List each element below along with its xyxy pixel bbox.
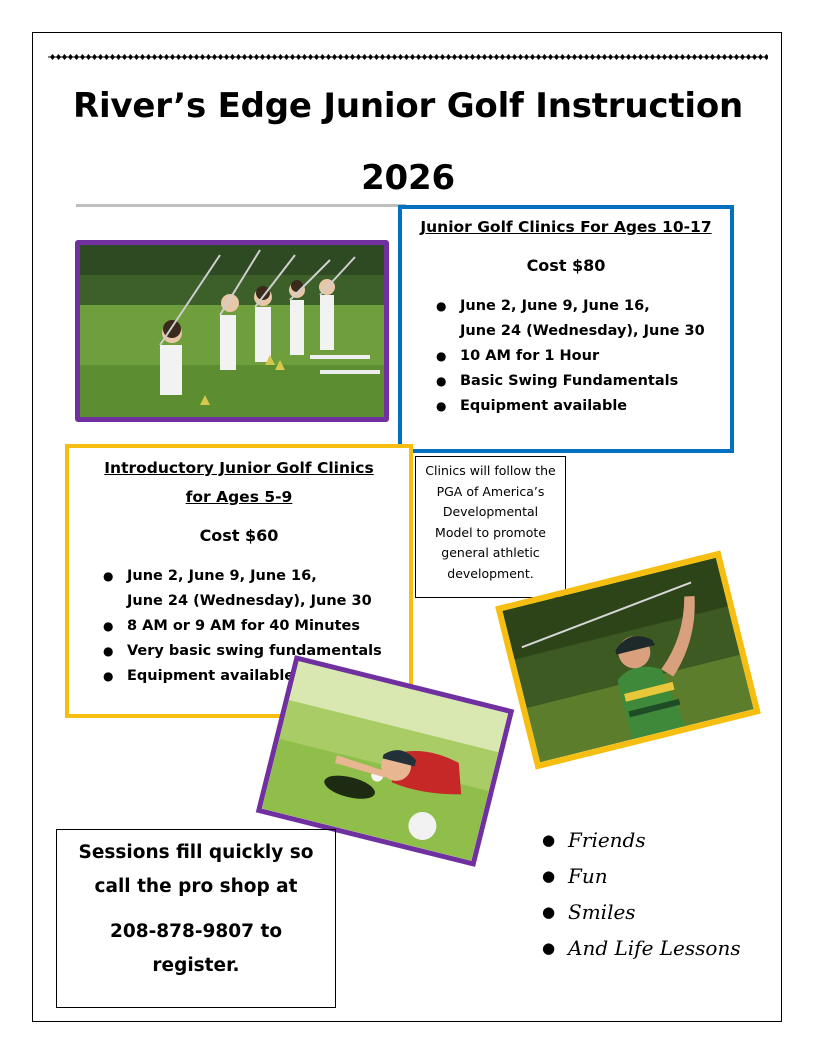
clinic-ages-5-9-heading-line2: for Ages 5-9	[185, 488, 293, 506]
bullet-icon: ●	[103, 569, 114, 583]
dot-rule-diamond	[56, 54, 61, 60]
dot-rule-diamond	[692, 54, 697, 60]
list-item	[103, 614, 409, 639]
bullet-icon: ●	[542, 903, 556, 921]
note-line: Clinics will follow the	[425, 463, 556, 478]
dot-rule-diamond	[176, 54, 181, 60]
dot-rule-diamond	[740, 54, 745, 60]
dot-rule-diamond	[716, 54, 721, 60]
dot-rule-diamond	[536, 54, 541, 60]
list-item-text: 10 AM for 1 Hour	[460, 348, 600, 364]
dot-rule-diamond	[104, 54, 109, 60]
dot-rule-diamond	[344, 54, 349, 60]
list-item	[436, 394, 730, 419]
dot-rule-diamond	[242, 54, 247, 60]
dot-rule-diamond	[86, 54, 91, 60]
bullet-icon: ●	[542, 831, 556, 849]
dot-rule-diamond	[128, 54, 133, 60]
bullet-icon: ●	[436, 399, 447, 413]
dot-rule-diamond	[98, 54, 103, 60]
list-item-text: Friends	[568, 828, 646, 852]
dot-rule-diamond	[542, 54, 547, 60]
dot-rule-diamond	[338, 54, 343, 60]
list-item-text: Fun	[568, 864, 608, 888]
dot-rule-diamond	[668, 54, 673, 60]
dot-rule-diamond	[500, 54, 505, 60]
dot-rule-diamond	[680, 54, 685, 60]
dot-rule-diamond	[656, 54, 661, 60]
dot-rule-diamond	[80, 54, 85, 60]
bullet-icon: ●	[103, 669, 114, 683]
dot-rule-diamond	[332, 54, 337, 60]
bullet-icon: ●	[436, 299, 447, 313]
dot-rule-diamond	[350, 54, 355, 60]
bullet-icon: ●	[436, 349, 447, 363]
list-item	[103, 564, 409, 614]
list-item-text: Very basic swing fundamentals	[127, 643, 382, 659]
dot-rule-diamond	[50, 54, 55, 60]
dot-rule-diamond	[146, 54, 151, 60]
dot-rule-diamond	[68, 54, 73, 60]
dot-rule-diamond	[218, 54, 223, 60]
dot-rule-diamond	[200, 54, 205, 60]
clinic-ages-10-17-list	[436, 294, 730, 419]
dot-rule-diamond	[416, 54, 421, 60]
dot-rule-diamond	[584, 54, 589, 60]
dot-rule-diamond	[452, 54, 457, 60]
callout-line: Sessions fill quickly so	[78, 842, 314, 863]
bullet-icon: ●	[542, 867, 556, 885]
dot-rule-diamond	[248, 54, 253, 60]
list-item-text: Equipment available	[127, 668, 295, 684]
dot-rule-diamond	[386, 54, 391, 60]
list-item-text: 8 AM or 9 AM for 40 Minutes	[127, 618, 360, 634]
dot-rule-diamond	[488, 54, 493, 60]
list-item	[540, 822, 770, 858]
bullet-icon: ●	[542, 939, 556, 957]
note-line: general athletic	[441, 545, 540, 560]
bullet-icon: ●	[436, 374, 447, 388]
dot-rule-diamond	[182, 54, 187, 60]
dot-rule-diamond	[212, 54, 217, 60]
clinic-ages-5-9-heading: Introductory Junior Golf Clinics	[104, 459, 374, 477]
dot-rule-diamond	[158, 54, 163, 60]
dot-rule-diamond	[224, 54, 229, 60]
dot-rule-diamond	[734, 54, 739, 60]
dot-rule-diamond	[590, 54, 595, 60]
dot-rule-diamond	[434, 54, 439, 60]
dot-rule-diamond	[314, 54, 319, 60]
dot-rule-diamond	[698, 54, 703, 60]
dot-rule-diamond	[398, 54, 403, 60]
bullet-icon: ●	[103, 644, 114, 658]
dot-rule-diamond	[194, 54, 199, 60]
dot-rule-diamond	[62, 54, 67, 60]
dot-rule-diamond	[704, 54, 709, 60]
dot-rule-diamond	[260, 54, 265, 60]
dot-rule-diamond	[410, 54, 415, 60]
dot-rule-diamond	[686, 54, 691, 60]
dot-rule-diamond	[464, 54, 469, 60]
dot-rule-diamond	[644, 54, 649, 60]
list-item-text: Smiles	[568, 900, 636, 924]
dot-rule-diamond	[368, 54, 373, 60]
clinic-ages-5-9-list	[103, 564, 409, 689]
photo-group-lesson	[75, 240, 389, 422]
dot-rule-diamond	[722, 54, 727, 60]
dot-rule-diamond	[392, 54, 397, 60]
developmental-model-note	[415, 456, 566, 598]
list-item-text: June 2, June 9, June 16,	[460, 298, 650, 314]
list-item	[436, 344, 730, 369]
dot-rule-diamond	[134, 54, 139, 60]
dot-rule-diamond	[518, 54, 523, 60]
list-item-text: And Life Lessons	[568, 936, 741, 960]
dot-rule-diamond	[524, 54, 529, 60]
dot-rule-diamond	[632, 54, 637, 60]
list-item-text-continued: June 24 (Wednesday), June 30	[460, 323, 705, 339]
dot-rule-diamond	[272, 54, 277, 60]
dot-rule-diamond	[170, 54, 175, 60]
callout-phone: 208-878-9807 to	[109, 921, 283, 942]
dot-rule-diamond	[638, 54, 643, 60]
dot-rule-diamond	[746, 54, 751, 60]
dot-rule-diamond	[116, 54, 121, 60]
dot-rule-diamond	[764, 54, 768, 60]
dot-rule-diamond	[554, 54, 559, 60]
dot-rule-diamond	[614, 54, 619, 60]
dot-rule-diamond	[608, 54, 613, 60]
decorative-dot-border	[48, 51, 768, 63]
clinic-ages-10-17-panel	[398, 205, 734, 453]
clinic-ages-10-17-heading: Junior Golf Clinics For Ages 10-17	[420, 218, 712, 236]
callout-line: register.	[152, 955, 240, 976]
dot-rule-diamond	[512, 54, 517, 60]
dot-rule-diamond	[728, 54, 733, 60]
dot-rule-diamond	[320, 54, 325, 60]
dot-rule-diamond	[602, 54, 607, 60]
dot-rule-diamond	[152, 54, 157, 60]
list-item	[540, 858, 770, 894]
dot-rule-diamond	[308, 54, 313, 60]
dot-rule-diamond	[440, 54, 445, 60]
dot-rule-diamond	[626, 54, 631, 60]
dot-rule-diamond	[188, 54, 193, 60]
dot-rule-diamond	[662, 54, 667, 60]
list-item-text: June 2, June 9, June 16,	[127, 568, 317, 584]
dot-rule-diamond	[380, 54, 385, 60]
dot-rule-diamond	[284, 54, 289, 60]
dot-rule-diamond	[506, 54, 511, 60]
dot-rule-diamond	[326, 54, 331, 60]
dot-rule-diamond	[362, 54, 367, 60]
dot-rule-diamond	[302, 54, 307, 60]
dot-rule-diamond	[710, 54, 715, 60]
dot-rule-diamond	[122, 54, 127, 60]
dot-rule-diamond	[236, 54, 241, 60]
dot-rule-diamond	[254, 54, 259, 60]
list-item-text-continued: June 24 (Wednesday), June 30	[127, 593, 372, 609]
dot-rule-diamond	[650, 54, 655, 60]
dot-rule-diamond	[548, 54, 553, 60]
dot-rule-diamond	[74, 54, 79, 60]
register-callout	[56, 829, 336, 1008]
dot-rule-diamond	[206, 54, 211, 60]
dot-rule-diamond	[476, 54, 481, 60]
list-item	[540, 930, 770, 966]
dot-rule-diamond	[758, 54, 763, 60]
bullet-icon: ●	[103, 619, 114, 633]
dot-rule-diamond	[446, 54, 451, 60]
page-title-year: 2026	[361, 158, 455, 198]
note-line: Model to promote	[435, 524, 546, 540]
dot-rule-diamond	[404, 54, 409, 60]
dot-rule-diamond	[578, 54, 583, 60]
dot-rule-diamond	[296, 54, 301, 60]
list-item	[436, 294, 730, 344]
dot-rule-diamond	[482, 54, 487, 60]
callout-line: call the pro shop at	[94, 876, 298, 897]
dot-rule-diamond	[572, 54, 577, 60]
benefits-list	[540, 822, 770, 966]
list-item	[540, 894, 770, 930]
list-item-text: Equipment available	[460, 398, 628, 414]
dot-rule-diamond	[164, 54, 169, 60]
note-line: Developmental	[442, 504, 539, 519]
note-line: PGA of America’s	[436, 483, 545, 499]
list-item	[103, 639, 409, 664]
dot-rule-diamond	[530, 54, 535, 60]
dot-rule-diamond	[566, 54, 571, 60]
dot-rule-diamond	[422, 54, 427, 60]
dot-rule-diamond	[266, 54, 271, 60]
dot-rule-diamond	[140, 54, 145, 60]
dot-rule-diamond	[230, 54, 235, 60]
page-title: River’s Edge Junior Golf Instruction	[72, 86, 743, 126]
dot-rule-diamond	[356, 54, 361, 60]
dot-rule-diamond	[110, 54, 115, 60]
dot-rule-diamond	[278, 54, 283, 60]
clinic-ages-10-17-cost: Cost $80	[526, 256, 606, 275]
dot-rule-diamond	[560, 54, 565, 60]
title-underline-rule	[76, 204, 406, 207]
dot-rule-diamond	[752, 54, 757, 60]
dot-rule-diamond	[290, 54, 295, 60]
dot-rule-diamond	[674, 54, 679, 60]
dot-rule-diamond	[470, 54, 475, 60]
list-item	[436, 369, 730, 394]
dot-rule-diamond	[494, 54, 499, 60]
list-item-text: Basic Swing Fundamentals	[460, 373, 679, 389]
clinic-ages-5-9-cost: Cost $60	[199, 526, 279, 545]
dot-rule-diamond	[596, 54, 601, 60]
dot-rule-diamond	[620, 54, 625, 60]
dot-rule-diamond	[92, 54, 97, 60]
dot-rule-diamond	[374, 54, 379, 60]
dot-rule-diamond	[458, 54, 463, 60]
note-line: development.	[447, 565, 534, 581]
dot-rule-diamond	[428, 54, 433, 60]
